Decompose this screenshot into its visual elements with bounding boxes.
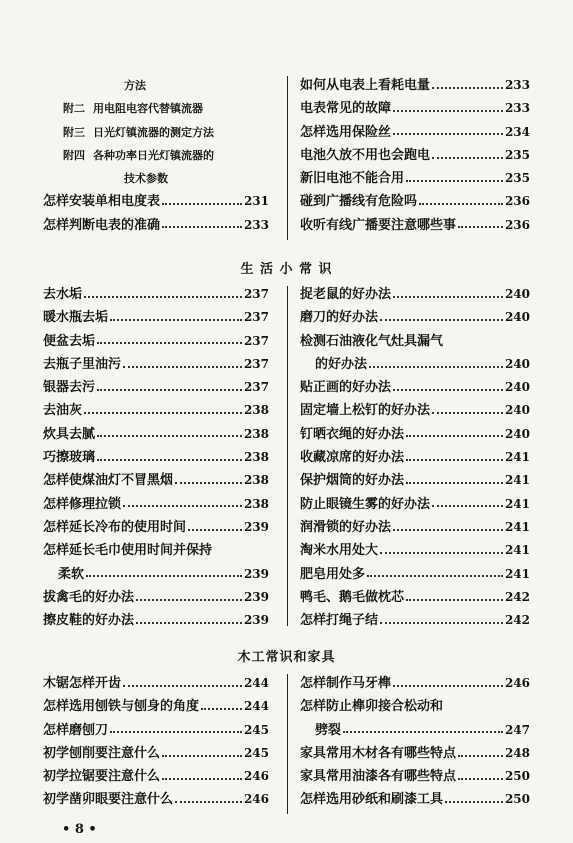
toc-entry (43, 788, 269, 811)
dot-leader (393, 529, 503, 531)
dot-leader (343, 731, 503, 733)
toc-entry-title: 初学凿卯眼要注意什么 (43, 792, 174, 808)
toc-appendix-entry (43, 97, 269, 120)
toc-entry-page: 241 (504, 566, 530, 581)
appendix-title: 用电阻电容代替镇流器 (93, 102, 203, 116)
dot-leader (393, 685, 503, 687)
toc-entry-page: 237 (243, 356, 269, 371)
toc-entry-title: 如何从电表上看耗电量 (300, 78, 431, 93)
dot-leader (369, 366, 503, 368)
toc-entry-page: 244 (243, 699, 269, 714)
toc-entry-title: 怎样判断电表的准确 (43, 217, 161, 233)
toc-entry (300, 695, 530, 718)
dot-leader (123, 366, 242, 368)
toc-entry-title: 怎样安装单相电度表 (43, 194, 161, 210)
toc-entry-title: 巧擦玻璃 (43, 450, 96, 466)
dot-leader (393, 133, 503, 135)
appendix-title: 各种功率日光灯镇流器的 (93, 148, 214, 162)
toc-entry-page: 240 (504, 287, 530, 301)
toc-entry-title: 润滑锁的好办法 (300, 519, 392, 535)
toc-entry (300, 423, 530, 446)
toc-entry (43, 446, 269, 469)
toc-entry-page: 239 (243, 613, 269, 628)
section1-left-column (43, 283, 269, 632)
toc-entry-title: 收藏凉席的好办法 (300, 450, 405, 466)
toc-entry (300, 330, 530, 353)
dot-leader (406, 180, 503, 182)
section2-right-column (300, 672, 530, 812)
dot-leader (175, 482, 242, 484)
dot-leader (136, 622, 242, 624)
toc-entry-title: 捉老鼠的好办法 (300, 287, 392, 302)
toc-entry-page: 245 (243, 722, 269, 737)
toc-entry-page: 240 (504, 356, 530, 371)
toc-entry-page: 248 (504, 745, 530, 760)
toc-entry-title: 擦皮鞋的好办法 (43, 613, 135, 629)
toc-entry-title: 钉晒衣绳的好办法 (300, 426, 405, 442)
toc-entry-title: 保护烟筒的好办法 (300, 473, 405, 489)
toc-entry-title: 磨刀的好办法 (300, 310, 379, 326)
toc-entry-page: 239 (243, 566, 269, 581)
toc-entry (300, 609, 530, 632)
toc-entry-title: 家具常用油漆各有哪些特点 (300, 769, 457, 785)
dot-leader (162, 755, 242, 757)
toc-entry-title: 怎样使煤油灯不冒黑烟 (43, 473, 174, 489)
toc-entry-page: 238 (243, 426, 269, 441)
dot-leader (162, 203, 242, 205)
toc-entry-page: 240 (504, 426, 530, 441)
dot-leader (97, 342, 242, 344)
toc-entry (43, 539, 269, 562)
dot-leader (175, 801, 242, 803)
toc-entry-title: 碰到广播线有危险吗 (300, 194, 418, 210)
toc-entry (43, 214, 269, 237)
dot-leader (393, 389, 503, 391)
toc-entry (43, 399, 269, 422)
toc-entry-page: 242 (504, 589, 530, 604)
dot-leader (432, 505, 503, 507)
toc-entry-title: 去油灰 (43, 403, 83, 419)
dot-leader (406, 482, 503, 484)
dot-leader (201, 708, 242, 710)
toc-entry-title: 肥皂用处多 (300, 566, 366, 582)
toc-entry (300, 167, 530, 190)
section-heading-carpentry: 木工常识和家具 (237, 650, 336, 665)
toc-entry (300, 539, 530, 562)
dot-leader (432, 412, 503, 414)
toc-entry-title: 贴正画的好办法 (300, 380, 392, 396)
dot-leader (458, 226, 503, 228)
appendix-title: 方法 (124, 79, 146, 92)
toc-entry (300, 516, 530, 539)
toc-entry (43, 765, 269, 788)
toc-entry-page: 234 (504, 124, 530, 139)
toc-entry-title: 初学刨削要注意什么 (43, 745, 161, 761)
section0-right-column (300, 74, 530, 237)
toc-entry (300, 214, 530, 237)
toc-entry-title: 怎样防止榫卯接合松动和 (300, 699, 444, 715)
toc-entry-page: 239 (243, 519, 269, 534)
dot-leader (445, 801, 503, 803)
toc-entry (43, 719, 269, 742)
toc-entry (43, 283, 269, 306)
dot-leader (406, 599, 503, 601)
toc-entry (300, 765, 530, 788)
toc-entry (300, 144, 530, 167)
dot-leader (406, 435, 503, 437)
toc-appendix-entry (43, 121, 269, 144)
dot-leader (380, 319, 503, 321)
toc-entry (300, 586, 530, 609)
toc-entry (300, 353, 530, 376)
toc-entry-page: 246 (504, 676, 530, 690)
dot-leader (97, 435, 242, 437)
toc-entry-title: 拔禽毛的好办法 (43, 589, 135, 605)
toc-entry-page: 242 (504, 613, 530, 628)
toc-entry-page: 246 (243, 769, 269, 784)
dot-leader (432, 157, 503, 159)
toc-entry (300, 788, 530, 811)
toc-entry (43, 423, 269, 446)
toc-entry-page: 237 (243, 333, 269, 348)
toc-entry-page: 239 (243, 589, 269, 604)
dot-leader (419, 203, 503, 205)
appendix-title: 技术参数 (124, 172, 168, 186)
toc-entry-page: 250 (504, 769, 530, 784)
toc-entry-title: 的好办法 (315, 356, 368, 372)
toc-entry-page: 237 (243, 287, 269, 301)
toc-entry-title: 怎样制作马牙榫 (300, 676, 392, 691)
dot-leader (110, 731, 242, 733)
dot-leader (162, 226, 242, 228)
section0-left-column (43, 74, 269, 237)
appendix-label: 附三 (63, 125, 85, 139)
toc-entry-page: 235 (504, 171, 530, 186)
toc-entry-page: 240 (504, 310, 530, 325)
dot-leader (97, 389, 242, 391)
toc-entry-title: 银器去污 (43, 380, 96, 396)
toc-entry-title: 检测石油液化气灶具漏气 (300, 333, 444, 349)
toc-entry-page: 241 (504, 496, 530, 511)
toc-entry-title: 家具常用木材各有哪些特点 (300, 745, 457, 761)
toc-entry (300, 306, 530, 329)
toc-entry (300, 493, 530, 516)
appendix-title: 日光灯镇流器的测定方法 (93, 125, 214, 139)
toc-entry (300, 719, 530, 742)
toc-entry-page: 241 (504, 543, 530, 558)
toc-entry-page: 240 (504, 403, 530, 418)
toc-entry-page: 247 (504, 722, 530, 737)
toc-entry-page: 233 (504, 78, 530, 92)
dot-leader (123, 505, 242, 507)
toc-entry (300, 74, 530, 97)
dot-leader (162, 778, 242, 780)
toc-entry (43, 516, 269, 539)
toc-entry-page: 238 (243, 473, 269, 488)
toc-entry-page: 245 (243, 745, 269, 760)
toc-entry-title: 柔软 (58, 566, 85, 582)
toc-entry-title: 去水垢 (43, 287, 83, 302)
toc-entry-title: 怎样选用砂纸和刷漆工具 (300, 792, 444, 808)
toc-entry-title: 怎样选用保险丝 (300, 124, 392, 140)
dot-leader (97, 459, 242, 461)
dot-leader (458, 778, 503, 780)
toc-entry-title: 木锯怎样开齿 (43, 676, 122, 691)
dot-leader (86, 575, 242, 577)
toc-entry (300, 672, 530, 695)
toc-entry-page: 238 (243, 496, 269, 511)
dot-leader (84, 296, 242, 298)
section-heading-life-tips: 生 活 小 常 识 (240, 262, 333, 277)
toc-entry-title: 防止眼镜生雾的好办法 (300, 496, 431, 512)
toc-entry (300, 190, 530, 213)
toc-entry-title: 固定墙上松钉的好办法 (300, 403, 431, 419)
toc-entry-title: 鸭毛、鹅毛做枕芯 (300, 589, 405, 605)
toc-entry (300, 446, 530, 469)
toc-entry (43, 672, 269, 695)
toc-entry-page: 237 (243, 380, 269, 395)
toc-entry-page: 240 (504, 380, 530, 395)
toc-entry-title: 新旧电池不能合用 (300, 171, 405, 187)
toc-entry-title: 淘米水用处大 (300, 543, 379, 559)
toc-entry-page: 237 (243, 310, 269, 325)
toc-entry-title: 去瓶子里油污 (43, 356, 122, 372)
toc-entry-title: 怎样延长毛巾使用时间并保持 (43, 543, 213, 559)
toc-entry (300, 399, 530, 422)
toc-entry-title: 便盆去垢 (43, 333, 96, 349)
toc-entry-title: 炊具去腻 (43, 426, 96, 442)
dot-leader (393, 296, 503, 298)
toc-entry-page: 238 (243, 403, 269, 418)
column-divider (287, 286, 288, 626)
toc-entry-title: 怎样磨刨刀 (43, 722, 109, 738)
toc-entry-title: 电表常见的故障 (300, 101, 392, 117)
toc-entry (43, 306, 269, 329)
dot-leader (458, 755, 503, 757)
dot-leader (393, 110, 503, 112)
dot-leader (136, 599, 242, 601)
column-divider (287, 674, 288, 814)
toc-entry-title: 收听有线广播要注意哪些事 (300, 217, 457, 233)
toc-entry (43, 609, 269, 632)
toc-entry-title: 初学拉锯要注意什么 (43, 769, 161, 785)
toc-appendix-entry (43, 144, 269, 167)
page-number: • 8 • (62, 822, 97, 837)
dot-leader (367, 575, 503, 577)
toc-entry (300, 376, 530, 399)
toc-entry (300, 97, 530, 120)
toc-entry-page: 231 (243, 194, 269, 209)
toc-entry-page: 241 (504, 473, 530, 488)
toc-appendix-entry (43, 74, 269, 97)
toc-entry-page: 246 (243, 792, 269, 807)
toc-entry (300, 469, 530, 492)
toc-entry (43, 469, 269, 492)
dot-leader (380, 552, 503, 554)
toc-entry-page: 233 (243, 217, 269, 232)
toc-entry-title: 怎样延长冷布的使用时间 (43, 519, 187, 535)
toc-entry (300, 121, 530, 144)
section2-left-column (43, 672, 269, 812)
toc-entry-page: 233 (504, 101, 530, 116)
dot-leader (380, 622, 503, 624)
toc-entry-title: 劈裂 (315, 722, 342, 738)
toc-entry (43, 695, 269, 718)
toc-entry-page: 250 (504, 792, 530, 807)
toc-entry-title: 电池久放不用也会跑电 (300, 147, 431, 163)
toc-entry (43, 493, 269, 516)
toc-entry-title: 怎样修理拉锁 (43, 496, 122, 512)
toc-entry (43, 563, 269, 586)
toc-entry (43, 586, 269, 609)
dot-leader (84, 412, 242, 414)
toc-entry (300, 563, 530, 586)
toc-entry-page: 241 (504, 519, 530, 534)
toc-entry (43, 376, 269, 399)
toc-entry-title: 暖水瓶去垢 (43, 310, 109, 326)
toc-entry (43, 353, 269, 376)
toc-entry (300, 742, 530, 765)
toc-entry-title: 怎样打绳子结 (300, 613, 379, 629)
toc-entry-title: 怎样选用刨铁与刨身的角度 (43, 699, 200, 715)
toc-entry (43, 330, 269, 353)
dot-leader (432, 87, 503, 89)
section1-right-column (300, 283, 530, 632)
dot-leader (110, 319, 242, 321)
toc-entry (43, 190, 269, 213)
appendix-label: 附四 (63, 148, 85, 162)
toc-entry-page: 244 (243, 676, 269, 690)
appendix-label: 附二 (63, 102, 85, 116)
dot-leader (123, 685, 242, 687)
toc-entry-page: 238 (243, 450, 269, 465)
toc-appendix-entry (43, 167, 269, 190)
toc-entry (43, 742, 269, 765)
toc-entry-page: 236 (504, 194, 530, 209)
dot-leader (406, 459, 503, 461)
toc-entry (300, 283, 530, 306)
column-divider (287, 76, 288, 240)
dot-leader (188, 529, 242, 531)
toc-entry-page: 241 (504, 450, 530, 465)
toc-entry-page: 236 (504, 217, 530, 232)
toc-entry-page: 235 (504, 147, 530, 162)
